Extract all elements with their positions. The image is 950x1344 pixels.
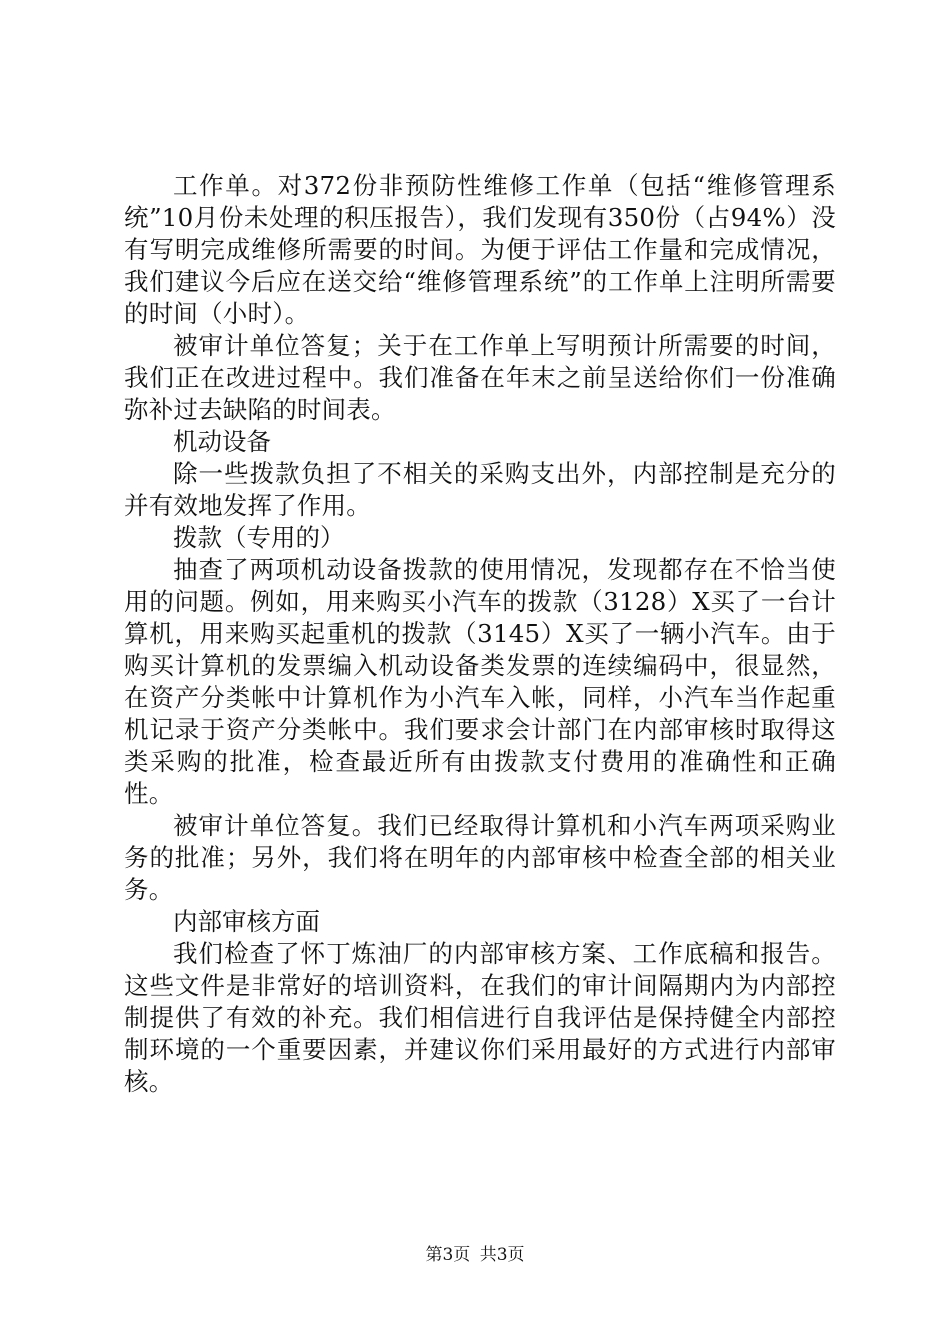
page-total: 共3页 <box>479 1245 525 1265</box>
paragraph-internal-audit: 我们检查了怀丁炼油厂的内部审核方案、工作底稿和报告。这些文件是非常好的培训资料，在我们的审计间隔期内为内部控制提供了有效的补充。我们相信进行自我评估是保持健全内部控制环境的一个重要因素，并建议你们采用最好的方式进行内部审核。 <box>124 939 836 1096</box>
paragraph-appropriation-misuse: 抽查了两项机动设备拨款的使用情况，发现都存在不恰当使用的问题。例如，用来购买小汽车的拨款（3128）X买了一台计算机，用来购买起重机的拨款（3145）X买了一辆小汽车。由于购买计算机的发票编入机动设备类发票的连续编码中，很显然，在资产分类帐中计算机作为小汽车入帐，同样，小汽车当作起重机记录于资产分类帐中。我们要求会计部门在内部审核时取得这类采购的批准，检查最近所有由拨款支付费用的准确性和正确性。 <box>124 555 836 808</box>
section-heading-vehicles: 机动设备 <box>173 427 271 456</box>
document-body <box>124 170 836 1098</box>
page-number: 第3页 <box>425 1245 471 1265</box>
page-footer <box>0 1244 950 1266</box>
paragraph-work-orders: 工作单。对372份非预防性维修工作单（包括“维修管理系统”10月份未处理的积压报告），我们发现有350份（占94%）没有写明完成维修所需要的时间。为便于评估工作量和完成情况，我们建议今后应在送交给“维修管理系统”的工作单上注明所需要的时间（小时）。 <box>124 171 836 328</box>
section-heading-internal-audit: 内部审核方面 <box>173 907 320 936</box>
paragraph-auditee-reply-1: 被审计单位答复；关于在工作单上写明预计所需要的时间，我们正在改进过程中。我们准备在年末之前呈送给你们一份准确弥补过去缺陷的时间表。 <box>124 331 836 424</box>
section-heading-appropriations: 拨款（专用的） <box>173 523 345 552</box>
paragraph-internal-control: 除一些拨款负担了不相关的采购支出外，内部控制是充分的并有效地发挥了作用。 <box>124 459 836 520</box>
paragraph-auditee-reply-2: 被审计单位答复。我们已经取得计算机和小汽车两项采购业务的批准；另外，我们将在明年的内部审核中检查全部的相关业务。 <box>124 811 836 904</box>
